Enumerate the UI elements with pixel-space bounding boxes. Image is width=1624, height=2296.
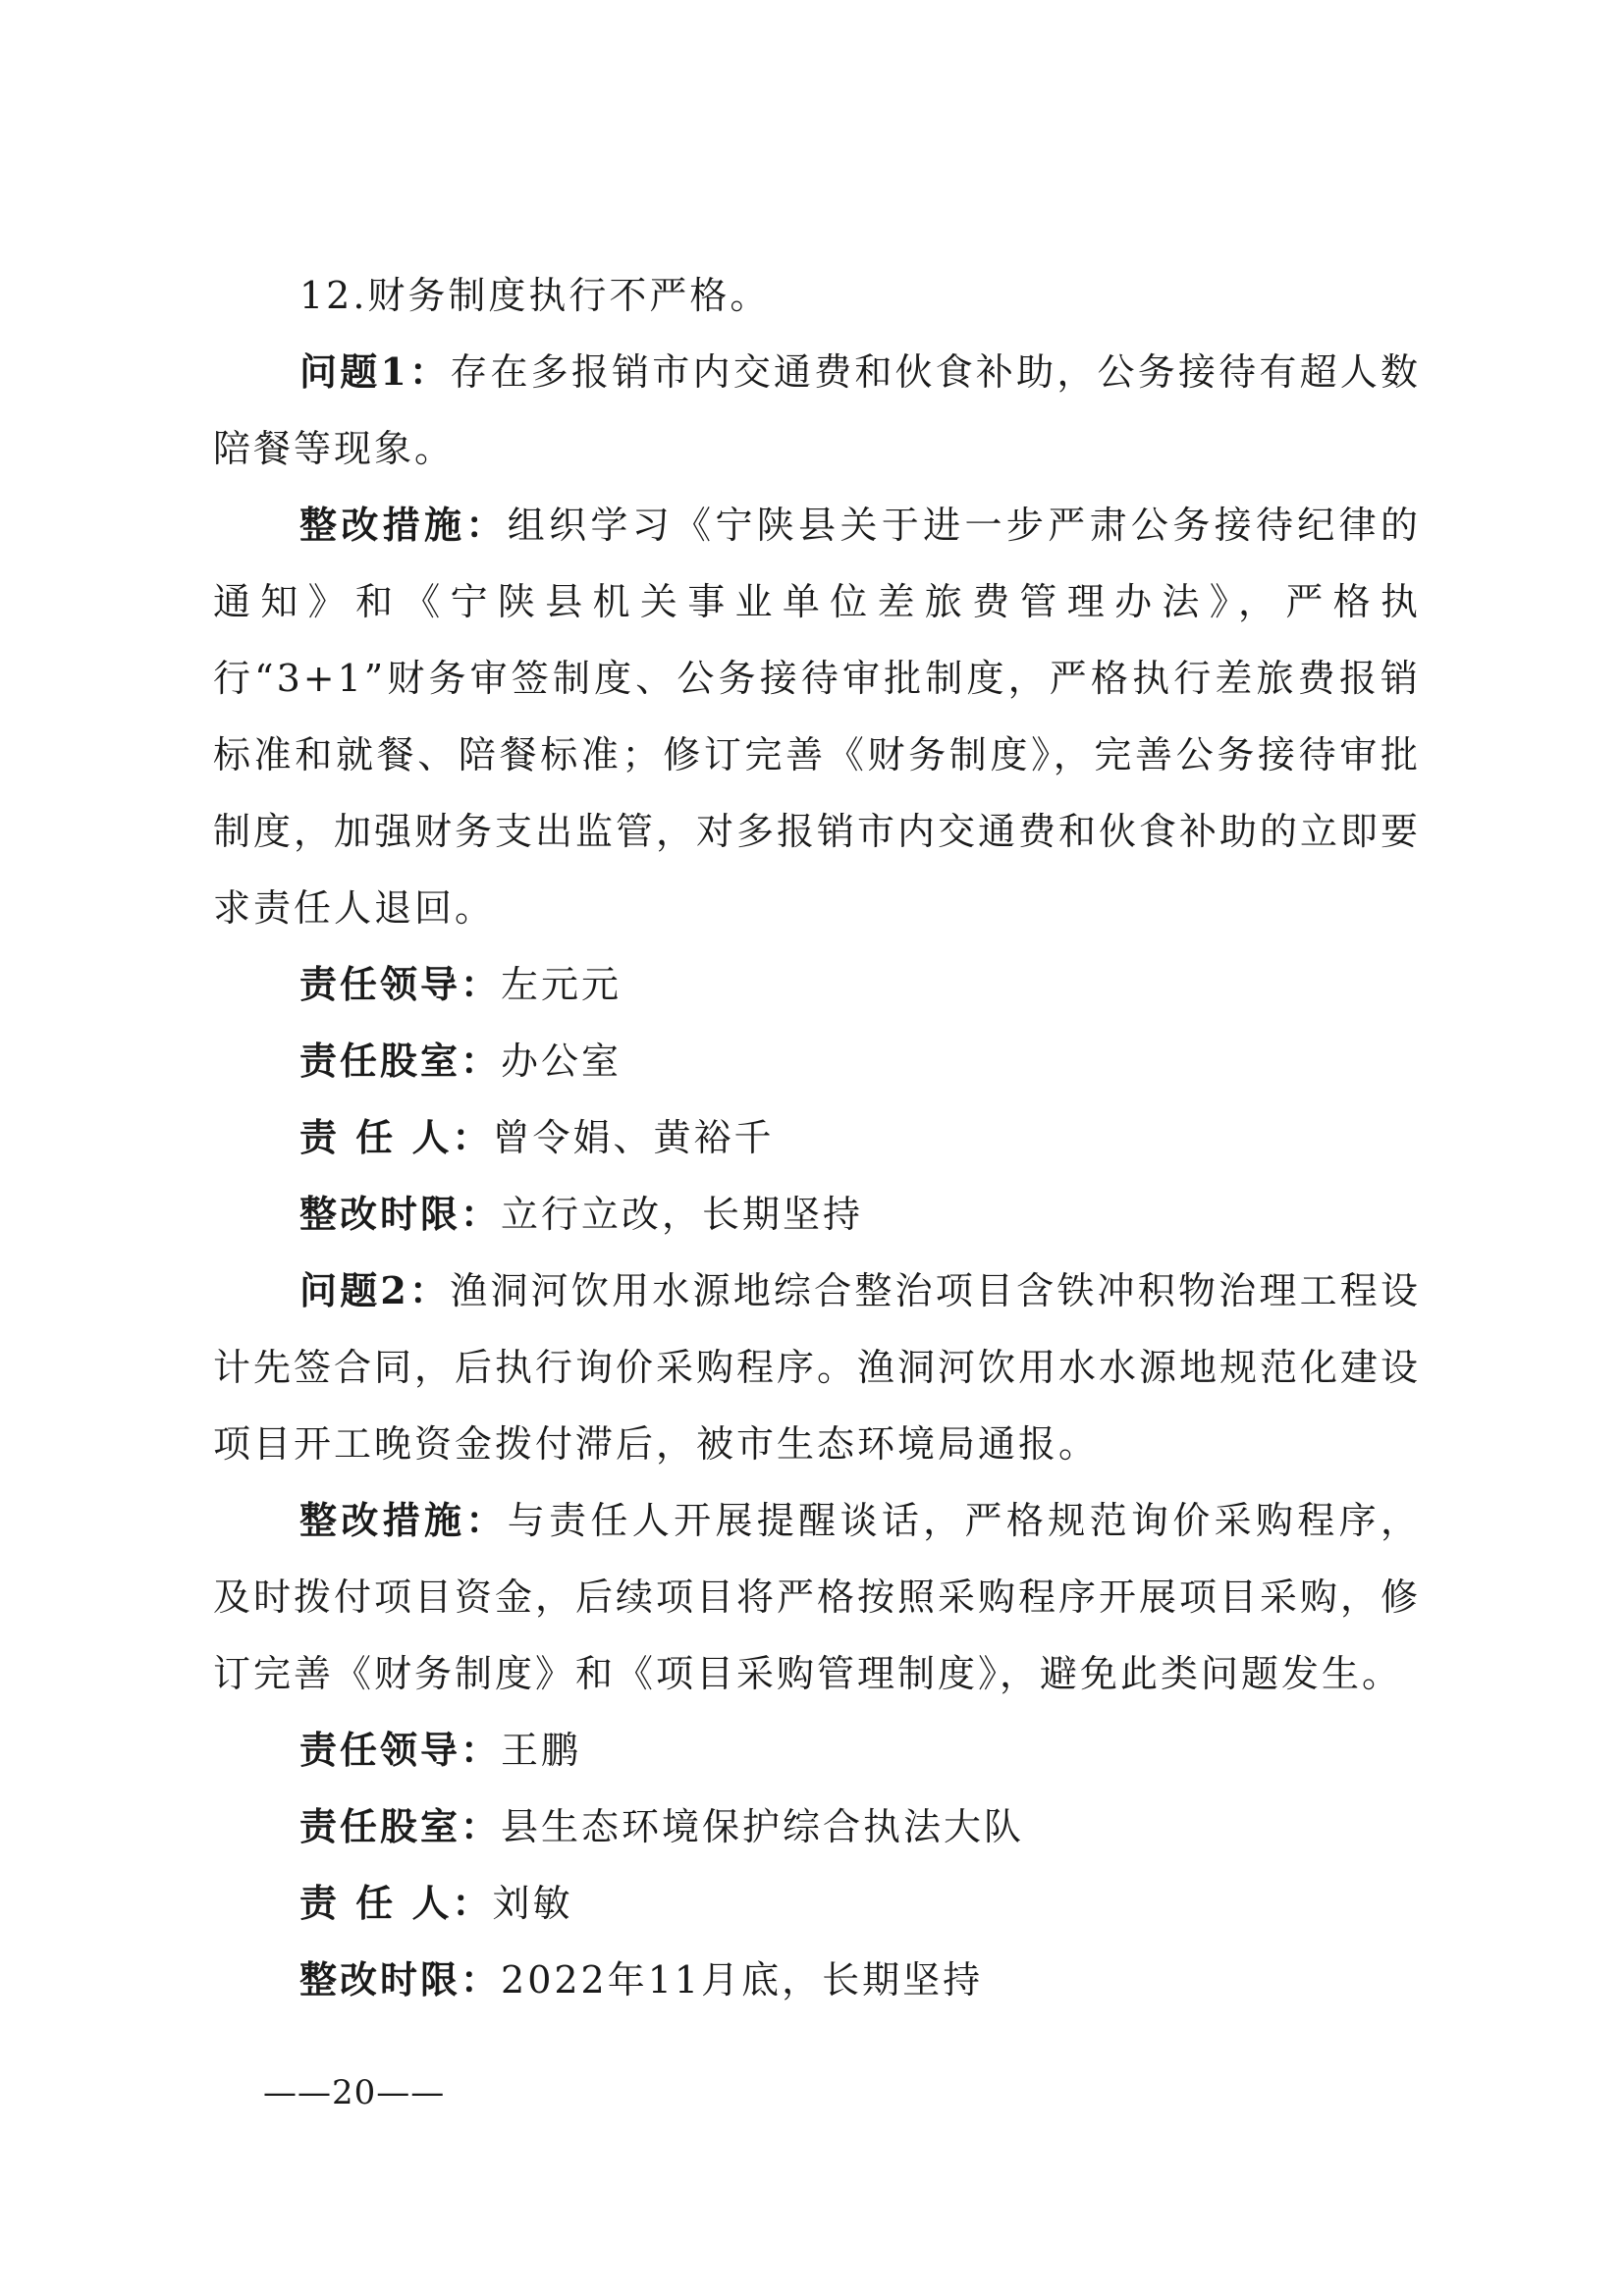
issue2-text: 渔洞河饮用水源地综合整治项目含铁冲积物治理工程设计先签合同，后执行询价采购程序。渔洞河饮用水水源地规范化建设项目开工晚资金拨付滞后，被市生态环境局通报。 [213, 1269, 1422, 1466]
issue2-person-label: 责 任 人： [299, 1881, 493, 1925]
issue1-text: 存在多报销市内交通费和伙食补助，公务接待有超人数陪餐等现象。 [213, 350, 1421, 470]
issue1-leader-line [213, 946, 1421, 1023]
issue2-paragraph [213, 1253, 1421, 1482]
issue2-measures-paragraph [213, 1482, 1421, 1712]
issue2-office-label: 责任股室： [299, 1804, 502, 1848]
issue1-measures-paragraph [213, 487, 1421, 946]
issue2-measures-text: 与责任人开展提醒谈话，严格规范询价采购程序，及时拨付项目资金，后续项目将严格按照采购程序开展项目采购，修订完善《财务制度》和《项目采购管理制度》，避免此类问题发生。 [213, 1499, 1422, 1695]
section-heading [213, 257, 1421, 334]
issue1-paragraph [213, 334, 1421, 487]
page-number: ——20—— [263, 2073, 446, 2112]
issue1-leader-value: 左元元 [501, 963, 623, 1006]
issue1-office-line [213, 1023, 1421, 1099]
issue1-person-label: 责 任 人： [299, 1115, 493, 1159]
issue1-measures-label: 整改措施： [299, 503, 508, 547]
issue2-person-value: 刘敏 [492, 1882, 573, 1925]
issue1-person-value: 曾令娟、黄裕千 [492, 1116, 775, 1159]
issue1-office-label: 责任股室： [299, 1039, 502, 1083]
issue2-measures-label: 整改措施： [299, 1498, 508, 1542]
issue1-deadline-label: 整改时限： [299, 1192, 502, 1236]
issue2-office-line [213, 1789, 1421, 1865]
issue2-leader-label: 责任领导： [299, 1728, 502, 1772]
issue1-deadline-value: 立行立改，长期坚持 [501, 1193, 864, 1236]
section-heading-text: 12.财务制度执行不严格。 [299, 274, 771, 317]
issue1-leader-label: 责任领导： [299, 962, 502, 1006]
issue2-person-line [213, 1865, 1421, 1942]
issue1-office-value: 办公室 [501, 1040, 623, 1083]
issue2-deadline-label: 整改时限： [299, 1957, 502, 2002]
issue1-measures-text: 组织学习《宁陕县关于进一步严肃公务接待纪律的通知》和《宁陕县机关事业单位差旅费管理办法》，严格执行“3+1”财务审签制度、公务接待审批制度，严格执行差旅费报销标准和就餐、陪餐标准；修订完善《财务制度》，完善公务接待审批制度，加强财务支出监管，对多报销市内交通费和伙食补助的立即要求责任人退回。 [213, 504, 1422, 930]
issue1-person-line [213, 1099, 1421, 1176]
issue2-deadline-line [213, 1942, 1421, 2018]
issue2-label: 问题2： [299, 1268, 451, 1312]
issue2-leader-value: 王鹏 [501, 1729, 582, 1772]
issue2-office-value: 县生态环境保护综合执法大队 [501, 1805, 1025, 1848]
issue2-leader-line [213, 1712, 1421, 1789]
issue2-deadline-value: 2022年11月底，长期坚持 [501, 1958, 984, 2002]
issue1-label: 问题1： [299, 349, 451, 394]
issue1-deadline-line [213, 1176, 1421, 1253]
document-body [213, 257, 1421, 2018]
